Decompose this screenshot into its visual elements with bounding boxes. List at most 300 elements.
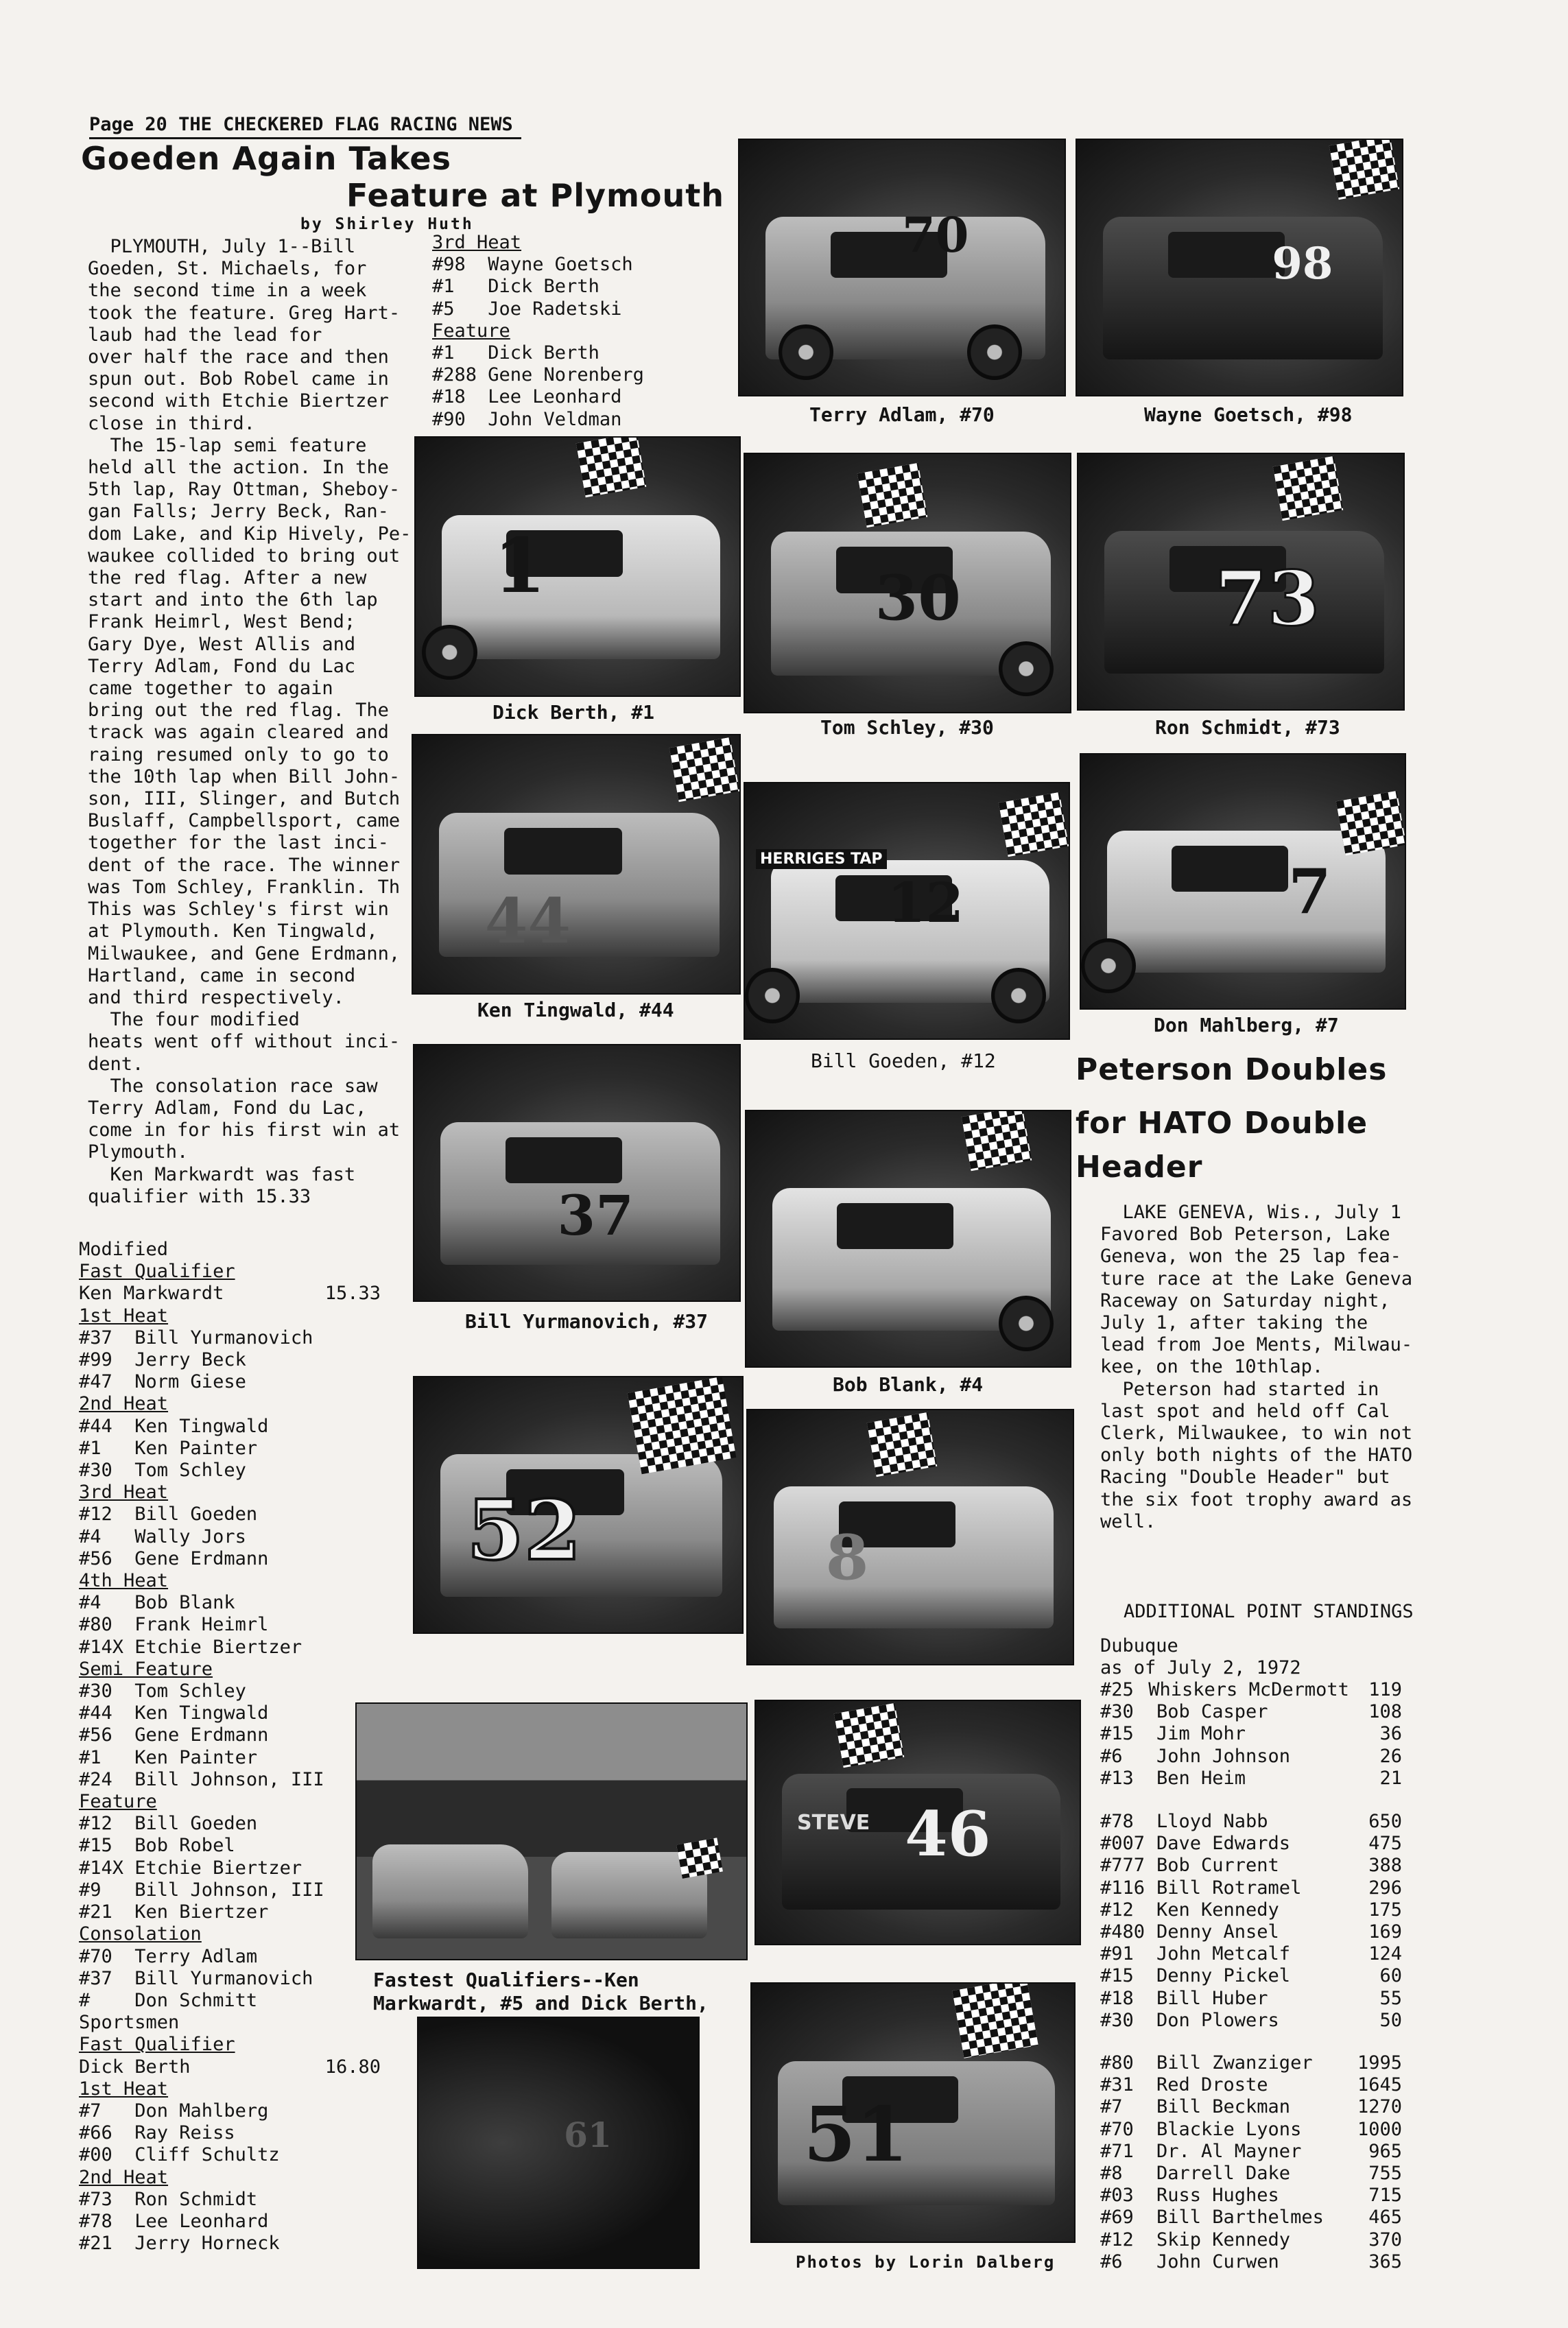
driver-name: John Johnson bbox=[1156, 1745, 1291, 1767]
driver-name: Darrell Dake bbox=[1156, 2163, 1291, 2185]
car-number: #78 bbox=[1100, 1811, 1134, 1832]
points: 715 bbox=[1368, 2185, 1402, 2207]
text-line: close in third. bbox=[88, 412, 255, 434]
text-line: The consolation race saw bbox=[88, 1075, 378, 1097]
text-line: over half the race and then bbox=[88, 346, 389, 368]
car-number: 37 bbox=[557, 1183, 634, 1248]
entry-text: #1 Ken Painter bbox=[79, 1746, 258, 1768]
entry-text: #47 Norm Giese bbox=[79, 1371, 246, 1393]
results-entry bbox=[79, 1702, 381, 1724]
points: 650 bbox=[1368, 1811, 1402, 1832]
text-line: start and into the 6th lap bbox=[88, 589, 378, 611]
standings-row bbox=[1100, 1921, 1402, 1943]
photo-dick-berth bbox=[414, 436, 741, 697]
car-number: #15 bbox=[1100, 1965, 1134, 1987]
page-number: Page 20 bbox=[89, 114, 167, 135]
text-line: held all the action. In the bbox=[88, 457, 389, 479]
text-line: kee, on the 10thlap. bbox=[1100, 1356, 1324, 1378]
text-line: the 10th lap when Bill John- bbox=[88, 765, 401, 787]
text-line: 5th lap, Ray Ottman, Sheboy- bbox=[88, 479, 401, 501]
results-entry bbox=[432, 254, 644, 276]
points: 465 bbox=[1368, 2207, 1402, 2229]
article2-headline-line2: for HATO Double bbox=[1076, 1106, 1368, 1141]
results-entry bbox=[79, 1769, 381, 1791]
photo-wayne-goetsch bbox=[1076, 139, 1403, 396]
article-headline-line1: Goeden Again Takes bbox=[81, 140, 451, 177]
standings-group bbox=[1100, 1679, 1402, 1790]
points: 1645 bbox=[1357, 2074, 1402, 2096]
entry-text: #288 Gene Norenberg bbox=[432, 364, 644, 386]
results-heading bbox=[79, 2078, 381, 2100]
results-heading bbox=[79, 1791, 381, 1813]
results-entry bbox=[79, 2100, 381, 2122]
car-number: 73 bbox=[1215, 554, 1320, 643]
photo-tom-schley bbox=[744, 453, 1071, 713]
photo-bill-goeden bbox=[744, 782, 1070, 1040]
driver-name: Dr. Al Mayner bbox=[1156, 2140, 1302, 2162]
results-heading bbox=[79, 2034, 381, 2056]
entry-text: #14X Etchie Biertzer bbox=[79, 1857, 302, 1879]
entry-text: 1st Heat bbox=[79, 2078, 169, 2100]
results-entry bbox=[432, 364, 644, 386]
door-lettering: STEVE bbox=[797, 1811, 870, 1835]
text-line: Peterson had started in bbox=[1100, 1378, 1379, 1400]
standings-row bbox=[1100, 2096, 1402, 2118]
results-entry bbox=[79, 2056, 381, 2078]
driver-name: Denny Ansel bbox=[1156, 1921, 1279, 1943]
entry-text: #1 Ken Painter bbox=[79, 1437, 258, 1459]
text-line: second with Etchie Biertzer bbox=[88, 390, 389, 412]
car-number: #007 bbox=[1100, 1833, 1145, 1855]
points: 755 bbox=[1368, 2163, 1402, 2185]
points: 1000 bbox=[1357, 2118, 1402, 2140]
entry-text: #5 Joe Radetski bbox=[432, 298, 622, 320]
driver-name: Lloyd Nabb bbox=[1156, 1811, 1268, 1832]
car-number: #8 bbox=[1100, 2163, 1123, 2185]
driver-name: John Curwen bbox=[1156, 2250, 1279, 2272]
text-line: at Plymouth. Ken Tingwald, bbox=[88, 920, 378, 942]
text-line: the red flag. After a new bbox=[88, 567, 367, 589]
standings-row bbox=[1100, 1679, 1402, 1701]
results-heading bbox=[79, 1261, 381, 1283]
car-number: #25 bbox=[1100, 1679, 1134, 1700]
standings-row bbox=[1100, 1943, 1402, 1965]
text-line: The four modified bbox=[88, 1009, 300, 1031]
car-number: 61 bbox=[564, 2114, 612, 2155]
results-heading bbox=[79, 1570, 381, 1592]
entry-text: #56 Gene Erdmann bbox=[79, 1724, 269, 1746]
car-number: #15 bbox=[1100, 1723, 1134, 1745]
car-number: 8 bbox=[825, 1521, 869, 1595]
results-list-top bbox=[432, 232, 644, 431]
driver-name: Red Droste bbox=[1156, 2074, 1268, 2096]
standings-row bbox=[1100, 2119, 1402, 2141]
driver-name: Dave Edwards bbox=[1156, 1833, 1291, 1855]
standings-row bbox=[1100, 1746, 1402, 1768]
car-number: 12 bbox=[887, 870, 964, 935]
results-entry bbox=[79, 2144, 381, 2166]
car-number: #18 bbox=[1100, 1987, 1134, 2009]
entry-text: #73 Ron Schmidt bbox=[79, 2188, 258, 2210]
car-number: 98 bbox=[1272, 237, 1333, 289]
results-entry bbox=[79, 1879, 381, 1901]
entry-text: #14X Etchie Biertzer bbox=[79, 1636, 302, 1658]
results-entry bbox=[79, 1283, 381, 1305]
results-entry bbox=[79, 1592, 381, 1614]
points: 124 bbox=[1368, 1943, 1402, 1965]
caption-bob-blank: Bob Blank, #4 bbox=[833, 1373, 984, 1396]
standings-row bbox=[1100, 2010, 1402, 2032]
entry-text: 1st Heat bbox=[79, 1305, 169, 1327]
text-line: This was Schley's first win bbox=[88, 899, 389, 920]
entry-text: 3rd Heat bbox=[79, 1482, 169, 1504]
standings-row bbox=[1100, 1833, 1402, 1855]
entry-text: #15 Bob Robel bbox=[79, 1835, 235, 1857]
results-heading bbox=[79, 1393, 381, 1415]
text-line: July 1, after taking the bbox=[1100, 1312, 1368, 1334]
results-entry bbox=[432, 298, 644, 320]
points: 965 bbox=[1368, 2140, 1402, 2162]
car-number: 70 bbox=[902, 206, 969, 264]
text-line: come in for his first win at bbox=[88, 1119, 401, 1141]
results-entry bbox=[79, 1416, 381, 1438]
car-number: #12 bbox=[1100, 1899, 1134, 1921]
points: 60 bbox=[1379, 1965, 1402, 1987]
entry-text: #80 Frank Heimrl bbox=[79, 1614, 269, 1636]
car-number: 52 bbox=[466, 1482, 582, 1579]
text-line: dom Lake, and Kip Hively, Pe- bbox=[88, 523, 412, 545]
entry-text: #99 Jerry Beck bbox=[79, 1349, 246, 1371]
results-entry bbox=[432, 386, 644, 408]
results-entry bbox=[79, 1857, 381, 1879]
text-line: PLYMOUTH, July 1--Bill bbox=[88, 236, 356, 257]
standings-row bbox=[1100, 1811, 1402, 1833]
article-body bbox=[88, 236, 411, 1208]
entry-text: #98 Wayne Goetsch bbox=[432, 254, 633, 276]
text-line: track was again cleared and bbox=[88, 722, 389, 744]
car-number: 30 bbox=[875, 562, 961, 635]
entry-text: #56 Gene Erdmann bbox=[79, 1547, 269, 1569]
photo-bob-blank bbox=[745, 1110, 1071, 1368]
entry-text: #18 Lee Leonhard bbox=[432, 386, 622, 408]
text-line: Gary Dye, West Allis and bbox=[88, 633, 356, 655]
standings-row bbox=[1100, 1988, 1402, 2010]
car-number: #116 bbox=[1100, 1877, 1145, 1899]
results-entry bbox=[79, 1968, 381, 1990]
caption-wayne-goetsch: Wayne Goetsch, #98 bbox=[1144, 403, 1353, 426]
text-line: laub had the lead for bbox=[88, 324, 322, 346]
driver-name: Jim Mohr bbox=[1156, 1723, 1246, 1745]
results-entry bbox=[79, 2122, 381, 2144]
entry-text: #00 Cliff Schultz bbox=[79, 2144, 280, 2166]
text-line: dent of the race. The winner bbox=[88, 854, 401, 876]
driver-name: Bob Casper bbox=[1156, 1701, 1268, 1723]
entry-text: #12 Bill Goeden bbox=[79, 1813, 258, 1835]
results-entry bbox=[79, 1614, 381, 1636]
results-entry bbox=[79, 1349, 381, 1371]
text-line: and third respectively. bbox=[88, 986, 344, 1008]
entry-text: #30 Tom Schley bbox=[79, 1460, 246, 1482]
results-entry bbox=[79, 2012, 381, 2034]
text-line: Racing "Double Header" but bbox=[1100, 1466, 1390, 1488]
results-entry bbox=[432, 409, 644, 431]
points: 388 bbox=[1368, 1855, 1402, 1877]
car-number: 7 bbox=[1288, 855, 1331, 929]
results-entry bbox=[432, 342, 644, 364]
car-number: #7 bbox=[1100, 2096, 1123, 2118]
text-line: only both nights of the HATO bbox=[1100, 1445, 1413, 1466]
car-number: #777 bbox=[1100, 1855, 1145, 1877]
driver-name: Ken Kennedy bbox=[1156, 1899, 1279, 1921]
photo-car-8 bbox=[746, 1409, 1074, 1665]
text-line: raing resumed only to go to bbox=[88, 744, 389, 765]
entry-text: #37 Bill Yurmanovich bbox=[79, 1967, 313, 1989]
entry-text: #66 Ray Reiss bbox=[79, 2122, 235, 2144]
driver-name: Whiskers McDermott bbox=[1148, 1679, 1349, 1700]
photo-car-61 bbox=[417, 2017, 700, 2269]
car-number: #03 bbox=[1100, 2185, 1134, 2207]
text-line: lead from Joe Ments, Milwau- bbox=[1100, 1334, 1413, 1356]
entry-text: #24 Bill Johnson, III bbox=[79, 1768, 324, 1790]
photo-ron-schmidt bbox=[1077, 453, 1405, 711]
standings-row bbox=[1100, 1723, 1402, 1745]
text-line: Buslaff, Campbellsport, came bbox=[88, 810, 401, 832]
results-entry bbox=[79, 1747, 381, 1769]
article2-headline-line1: Peterson Doubles bbox=[1076, 1052, 1388, 1087]
results-entry bbox=[432, 276, 644, 298]
caption-ron-schmidt: Ron Schmidt, #73 bbox=[1155, 716, 1340, 739]
results-entry bbox=[79, 1901, 381, 1923]
results-entry bbox=[79, 1526, 381, 1548]
text-line: Ken Markwardt was fast bbox=[88, 1163, 356, 1185]
text-line: son, III, Slinger, and Butch bbox=[88, 788, 401, 810]
standings-row bbox=[1100, 1877, 1402, 1899]
text-line: was Tom Schley, Franklin. Th bbox=[88, 876, 401, 898]
text-line: Plymouth. bbox=[88, 1141, 189, 1163]
standings-row bbox=[1100, 2141, 1402, 2163]
results-entry bbox=[79, 1504, 381, 1525]
text-line: ture race at the Lake Geneva bbox=[1100, 1268, 1413, 1290]
caption-terry-adlam: Terry Adlam, #70 bbox=[809, 403, 995, 426]
standings-title: ADDITIONAL POINT STANDINGS bbox=[1124, 1601, 1414, 1622]
entry-text: #9 Bill Johnson, III bbox=[79, 1879, 324, 1901]
byline: by Shirley Huth bbox=[300, 215, 474, 233]
points: 119 bbox=[1368, 1679, 1402, 1700]
standings-row bbox=[1100, 1855, 1402, 1877]
results-list-left bbox=[79, 1239, 381, 2255]
results-entry bbox=[79, 1637, 381, 1659]
text-line: waukee collided to bring out bbox=[88, 545, 401, 567]
entry-text: Semi Feature bbox=[79, 1658, 213, 1680]
driver-name: Skip Kennedy bbox=[1156, 2229, 1291, 2250]
entry-text: 3rd Heat bbox=[432, 232, 522, 253]
standings-date: as of July 2, 1972 bbox=[1100, 1657, 1301, 1678]
points: 55 bbox=[1379, 1987, 1402, 2009]
car-number: #91 bbox=[1100, 1943, 1134, 1965]
entry-text: #44 Ken Tingwald bbox=[79, 1415, 269, 1437]
car-number: 46 bbox=[905, 1797, 991, 1870]
entry-value: 15.33 bbox=[324, 1283, 381, 1305]
car-number: #70 bbox=[1100, 2118, 1134, 2140]
text-line: dent. bbox=[88, 1053, 144, 1075]
car-number: #12 bbox=[1100, 2229, 1134, 2250]
car-number: #30 bbox=[1100, 2009, 1134, 2031]
driver-name: Bill Beckman bbox=[1156, 2096, 1291, 2118]
entry-text: 2nd Heat bbox=[79, 2166, 169, 2188]
entry-text: Dick Berth bbox=[79, 2056, 191, 2078]
photo-terry-adlam bbox=[738, 139, 1066, 396]
entry-text: #1 Dick Berth bbox=[432, 276, 599, 298]
entry-text: Ken Markwardt bbox=[79, 1283, 224, 1305]
results-heading bbox=[432, 232, 644, 254]
text-line: LAKE GENEVA, Wis., July 1 bbox=[1100, 1202, 1401, 1223]
newspaper-name: THE CHECKERED FLAG RACING NEWS bbox=[178, 114, 513, 135]
results-entry bbox=[79, 1460, 381, 1482]
entry-text: Consolation bbox=[79, 1923, 202, 1945]
entry-text: #78 Lee Leonhard bbox=[79, 2210, 269, 2232]
car-number: 1 bbox=[493, 521, 546, 610]
entry-text: #4 Wally Jors bbox=[79, 1525, 246, 1547]
photo-credit: Photos by Lorin Dalberg bbox=[796, 2253, 1056, 2272]
points: 36 bbox=[1379, 1723, 1402, 1745]
entry-text: #44 Ken Tingwald bbox=[79, 1702, 269, 1724]
entry-text: #30 Tom Schley bbox=[79, 1680, 246, 1702]
results-heading bbox=[79, 1305, 381, 1327]
entry-text: Fast Qualifier bbox=[79, 1261, 235, 1283]
results-entry bbox=[79, 1813, 381, 1835]
points: 296 bbox=[1368, 1877, 1402, 1899]
entry-text: Fast Qualifier bbox=[79, 2034, 235, 2056]
driver-name: Bill Barthelmes bbox=[1156, 2207, 1324, 2229]
caption-tom-schley: Tom Schley, #30 bbox=[820, 716, 994, 739]
standings-row bbox=[1100, 1701, 1402, 1723]
text-line: gan Falls; Jerry Beck, Ran- bbox=[88, 501, 389, 523]
results-entry bbox=[79, 1724, 381, 1746]
caption-bill-yurmanovich: Bill Yurmanovich, #37 bbox=[465, 1310, 709, 1333]
entry-text: Modified bbox=[79, 1239, 169, 1260]
standings-row bbox=[1100, 2074, 1402, 2096]
entry-text: #21 Jerry Horneck bbox=[79, 2233, 280, 2255]
text-line: The 15-lap semi feature bbox=[88, 434, 367, 456]
text-line: Raceway on Saturday night, bbox=[1100, 1290, 1390, 1311]
entry-text: #37 Bill Yurmanovich bbox=[79, 1327, 313, 1349]
car-number: #6 bbox=[1100, 1745, 1123, 1767]
points: 108 bbox=[1368, 1701, 1402, 1723]
results-heading bbox=[79, 1923, 381, 1945]
text-line: last spot and held off Cal bbox=[1100, 1400, 1390, 1422]
results-entry bbox=[79, 2233, 381, 2255]
driver-name: Bill Zwanziger bbox=[1156, 2052, 1313, 2074]
text-line: Milwaukee, and Gene Erdmann, bbox=[88, 942, 401, 964]
text-line: Terry Adlam, Fond du Lac, bbox=[88, 1097, 367, 1119]
standings-row bbox=[1100, 2185, 1402, 2207]
results-entry bbox=[79, 1327, 381, 1349]
sponsor-sign: HERRIGES TAP bbox=[756, 849, 887, 869]
car-number: 51 bbox=[803, 2090, 909, 2179]
standings-row bbox=[1100, 2052, 1402, 2074]
standings-row bbox=[1100, 2229, 1402, 2251]
results-entry bbox=[79, 1680, 381, 1702]
text-line: Terry Adlam, Fond du Lac bbox=[88, 655, 356, 677]
results-heading bbox=[79, 1659, 381, 1680]
photo-car-46 bbox=[755, 1700, 1081, 1945]
entry-text: Sportsmen bbox=[79, 2012, 180, 2034]
results-entry bbox=[79, 1990, 381, 2012]
text-line: spun out. Bob Robel came in bbox=[88, 368, 389, 390]
car-number: #13 bbox=[1100, 1767, 1134, 1789]
photo-bill-yurmanovich bbox=[413, 1044, 741, 1302]
photo-car-52 bbox=[413, 1376, 744, 1634]
photo-don-mahlberg bbox=[1080, 753, 1406, 1010]
text-line: heats went off without inci- bbox=[88, 1031, 401, 1053]
entry-text: Feature bbox=[79, 1791, 157, 1813]
car-number: #31 bbox=[1100, 2074, 1134, 2096]
car-number: #30 bbox=[1100, 1701, 1134, 1723]
car-number: #480 bbox=[1100, 1921, 1145, 1943]
standings-row bbox=[1100, 2163, 1402, 2185]
text-line: well. bbox=[1100, 1510, 1156, 1532]
caption-fastest-line2: Markwardt, #5 and Dick Berth, bbox=[373, 1992, 709, 2015]
text-line: Goeden, St. Michaels, for bbox=[88, 258, 367, 280]
driver-name: Bob Current bbox=[1156, 1855, 1279, 1877]
text-line: Hartland, came in second bbox=[88, 964, 356, 986]
standings-row bbox=[1100, 1768, 1402, 1790]
results-entry bbox=[79, 2211, 381, 2233]
entry-text: #70 Terry Adlam bbox=[79, 1945, 258, 1967]
standings-row bbox=[1100, 2251, 1402, 2273]
caption-don-mahlberg: Don Mahlberg, #7 bbox=[1154, 1014, 1339, 1036]
results-entry bbox=[79, 1438, 381, 1460]
results-entry bbox=[79, 1548, 381, 1570]
standings-row bbox=[1100, 1899, 1402, 1921]
text-line: bring out the red flag. The bbox=[88, 700, 389, 722]
results-entry bbox=[79, 1835, 381, 1857]
text-line: came together to again bbox=[88, 678, 333, 700]
driver-name: Don Plowers bbox=[1156, 2009, 1279, 2031]
text-line: together for the last inci- bbox=[88, 832, 389, 854]
entry-text: 2nd Heat bbox=[79, 1393, 169, 1415]
entry-text: #21 Ken Biertzer bbox=[79, 1901, 269, 1923]
caption-dick-berth: Dick Berth, #1 bbox=[492, 701, 655, 724]
points: 370 bbox=[1368, 2229, 1402, 2250]
entry-text: #7 Don Mahlberg bbox=[79, 2100, 269, 2122]
article-headline-line2: Feature at Plymouth bbox=[346, 177, 724, 214]
text-line: the six foot trophy award as bbox=[1100, 1488, 1413, 1510]
article2-headline-line3: Header bbox=[1076, 1150, 1203, 1185]
standings-row bbox=[1100, 2207, 1402, 2229]
standings-track: Dubuque bbox=[1100, 1635, 1178, 1656]
header-rule bbox=[89, 137, 521, 139]
car-number: #6 bbox=[1100, 2250, 1123, 2272]
text-line: Favored Bob Peterson, Lake bbox=[1100, 1224, 1390, 1246]
driver-name: Denny Pickel bbox=[1156, 1965, 1291, 1987]
caption-fastest-line1: Fastest Qualifiers--Ken bbox=[373, 1969, 639, 1991]
points: 1995 bbox=[1357, 2052, 1402, 2074]
article2-body bbox=[1100, 1202, 1412, 1533]
caption-ken-tingwald: Ken Tingwald, #44 bbox=[477, 999, 674, 1021]
driver-name: Bill Huber bbox=[1156, 1987, 1268, 2009]
text-line: took the feature. Greg Hart- bbox=[88, 302, 401, 324]
results-entry bbox=[79, 1371, 381, 1393]
points: 169 bbox=[1368, 1921, 1402, 1943]
driver-name: Bill Rotramel bbox=[1156, 1877, 1302, 1899]
points: 50 bbox=[1379, 2009, 1402, 2031]
car-number: #69 bbox=[1100, 2207, 1134, 2229]
photo-fastest-qualifiers bbox=[355, 1702, 748, 1960]
entry-text: 4th Heat bbox=[79, 1570, 169, 1592]
standings-group bbox=[1100, 2052, 1402, 2273]
entry-text: #4 Bob Blank bbox=[79, 1592, 235, 1614]
